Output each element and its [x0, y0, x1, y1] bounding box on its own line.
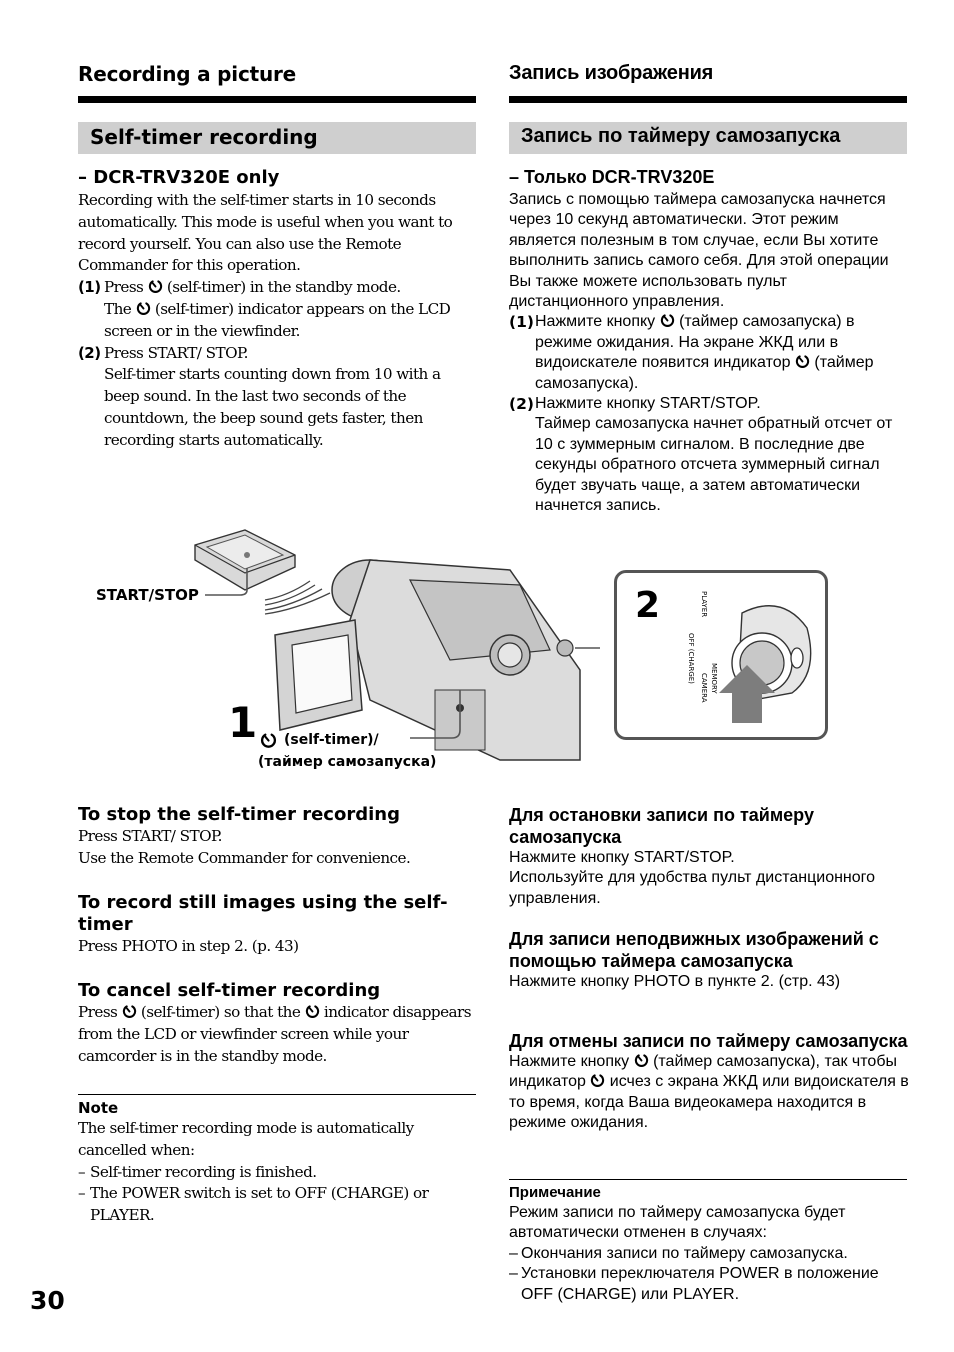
step-2-panel: [614, 570, 828, 740]
step-2-ru: [509, 394, 909, 516]
cancel-part: Press: [78, 1003, 118, 1021]
page-title-ru: Запись изображения: [509, 62, 714, 84]
note-item-text: Установки переключателя POWER в положение OFF (CHARGE) или PLAYER.: [521, 1265, 879, 1303]
note-text: Режим записи по таймеру самозапуска будет автоматически отменен в случаях:: [509, 1204, 846, 1242]
title-rule: [509, 96, 907, 103]
note-rule-en: [78, 1094, 476, 1095]
step-1-number: 1: [228, 698, 258, 747]
step-detail: Self-timer starts counting down from 10 with a beep sound. In the last two seconds of the countdown, the beep sound gets faster, then recording starts automatically.: [104, 365, 441, 449]
intro-text: Запись с помощью таймера самозапуска начнется через 10 секунд автоматически. Этот режим является полезным в том случае, если Вы хотите выполнить запись самого себя. Для этой операции Вы также можете использовать пульт дистанционного управления.: [509, 191, 889, 311]
step-text: The: [104, 299, 132, 318]
note-item: – Self-timer recording is finished.: [78, 1162, 317, 1181]
step-2-number: 2: [635, 585, 661, 626]
step-number: (1): [78, 278, 101, 297]
stop-section-en: [78, 804, 478, 870]
note-en: [78, 1098, 478, 1227]
step-text: Нажмите кнопку START/STOP.: [535, 395, 761, 413]
step-number: (1): [509, 313, 534, 332]
step-text: (self-timer) in the standby mode.: [166, 278, 401, 297]
note-item-text: Окончания записи по таймеру самозапуска.: [521, 1244, 848, 1262]
stop-heading-en: To stop the self-timer recording: [78, 804, 400, 825]
step-text: Press: [104, 278, 144, 297]
title-rule: [78, 96, 476, 103]
cancel-text: [509, 1052, 909, 1134]
self-timer-icon: [305, 1004, 320, 1019]
model-subtitle-en: – DCR-TRV320E only: [78, 167, 280, 188]
cancel-heading-ru: Для отмены записи по таймеру самозапуска: [509, 1031, 908, 1051]
step-detail: Таймер самозапуска начнет обратный отсчет от 10 с зуммерным сигналом. В последние две секунды обратного отсчета зуммерный сигнал будет звучать чаще, а затем автоматически начнется запись.: [535, 415, 893, 515]
stop-line: Use the Remote Commander for convenience.: [78, 848, 411, 867]
self-timer-icon: [122, 1004, 137, 1019]
intro-text: Recording with the self-timer starts in 10 seconds automatically. This mode is useful when you want to record yourself. You can also use the Remote Commander for this operation.: [78, 191, 453, 275]
note-item-text: Self-timer recording is finished.: [90, 1162, 317, 1181]
step-text: (таймер самозапуска).: [535, 354, 874, 392]
step-number: (2): [78, 343, 101, 362]
section-header-ru: [509, 122, 907, 154]
still-section-ru: [509, 928, 909, 992]
stop-heading-ru: Для остановки записи по таймеру самозапуска: [509, 805, 814, 847]
intro-ru: [509, 190, 909, 517]
stop-line: Press START/ STOP.: [78, 827, 222, 845]
dial-label-memory: MEMORY: [710, 663, 718, 694]
dial-label-off: OFF (CHARGE): [687, 633, 695, 684]
self-timer-label-ru: (таймер самозапуска): [258, 754, 437, 770]
step-number: (2): [509, 395, 534, 414]
page-number: 30: [30, 1286, 65, 1315]
cancel-section-ru: [509, 1030, 909, 1134]
note-rule-ru: [509, 1179, 907, 1180]
dial-label-camera: CAMERA: [700, 673, 708, 703]
self-timer-icon: [260, 732, 277, 749]
self-timer-icon: [795, 354, 810, 369]
stop-line: Нажмите кнопку START/STOP.: [509, 849, 735, 866]
note-item-text: The POWER switch is set to OFF (CHARGE) or PLAYER.: [90, 1184, 429, 1225]
start-stop-label: START/STOP: [96, 586, 199, 604]
model-subtitle-ru: – Только DCR-TRV320E: [509, 167, 715, 187]
step-2-en: [78, 343, 478, 452]
page-title-en: Recording a picture: [78, 62, 297, 86]
intro-en: [78, 190, 478, 452]
cancel-part: исчез с экрана ЖКД или видоискателя в то время, когда Ваша видеокамера находится в режиме ожидания.: [509, 1073, 909, 1132]
step-1-en: [78, 277, 478, 342]
note-ru: [509, 1183, 909, 1305]
step-text: Нажмите кнопку: [535, 313, 656, 331]
dial-label-player: PLAYER: [700, 591, 708, 618]
still-heading-ru: Для записи неподвижных изображений с помощью таймера самозапуска: [509, 929, 879, 971]
still-section-en: [78, 892, 478, 958]
section-title-ru: Запись по таймеру самозапуска: [521, 125, 841, 147]
self-timer-icon: [660, 313, 675, 328]
cancel-part: (таймер самозапуска), так чтобы индикатор: [509, 1053, 897, 1091]
step-text: (self-timer) indicator appears on the LCD screen or in the viewfinder.: [104, 299, 451, 340]
step-1-ru: [509, 312, 909, 394]
cancel-part: (self-timer) so that the: [140, 1003, 301, 1021]
step-text: (таймер самозапуска) в режиме ожидания. На экране ЖКД или в видоискателе появится индикатор: [535, 313, 855, 372]
still-heading-en: To record still images using the self-timer: [78, 892, 448, 935]
still-text: Нажмите кнопку PHOTO в пункте 2. (стр. 43): [509, 973, 841, 990]
note-heading-en: Note: [78, 1099, 119, 1117]
step-text: Press START/ STOP.: [104, 343, 248, 362]
note-item: – Установки переключателя POWER в положение OFF (CHARGE) или PLAYER.: [509, 1265, 879, 1303]
self-timer-label-en: (self-timer)/: [284, 732, 379, 748]
stop-line: Используйте для удобства пульт дистанционного управления.: [509, 869, 876, 907]
lcd-panel-icon: [270, 615, 380, 735]
note-text: The self-timer recording mode is automatically cancelled when:: [78, 1119, 414, 1159]
self-timer-icon: [590, 1073, 605, 1088]
cancel-section-en: [78, 980, 478, 1067]
cancel-text: [78, 1002, 478, 1067]
note-heading-ru: Примечание: [509, 1184, 601, 1201]
section-title-en: Self-timer recording: [90, 125, 318, 149]
cancel-heading-en: To cancel self-timer recording: [78, 980, 381, 1001]
note-item: – Окончания записи по таймеру самозапуска.: [509, 1244, 848, 1262]
still-text: Press PHOTO in step 2. (p. 43): [78, 937, 299, 955]
cancel-part: Нажмите кнопку: [509, 1053, 630, 1070]
note-item: – The POWER switch is set to OFF (CHARGE) or PLAYER.: [78, 1184, 429, 1225]
cancel-part: indicator disappears from the LCD or viewfinder screen while your camcorder is in the standby mode.: [78, 1003, 471, 1065]
self-timer-icon: [148, 279, 163, 294]
stop-section-ru: [509, 804, 909, 909]
section-header-en: [78, 122, 476, 154]
self-timer-callout-line: [400, 690, 470, 750]
camcorder-illustration: [80, 520, 840, 780]
self-timer-icon: [136, 301, 151, 316]
self-timer-icon: [634, 1053, 649, 1068]
